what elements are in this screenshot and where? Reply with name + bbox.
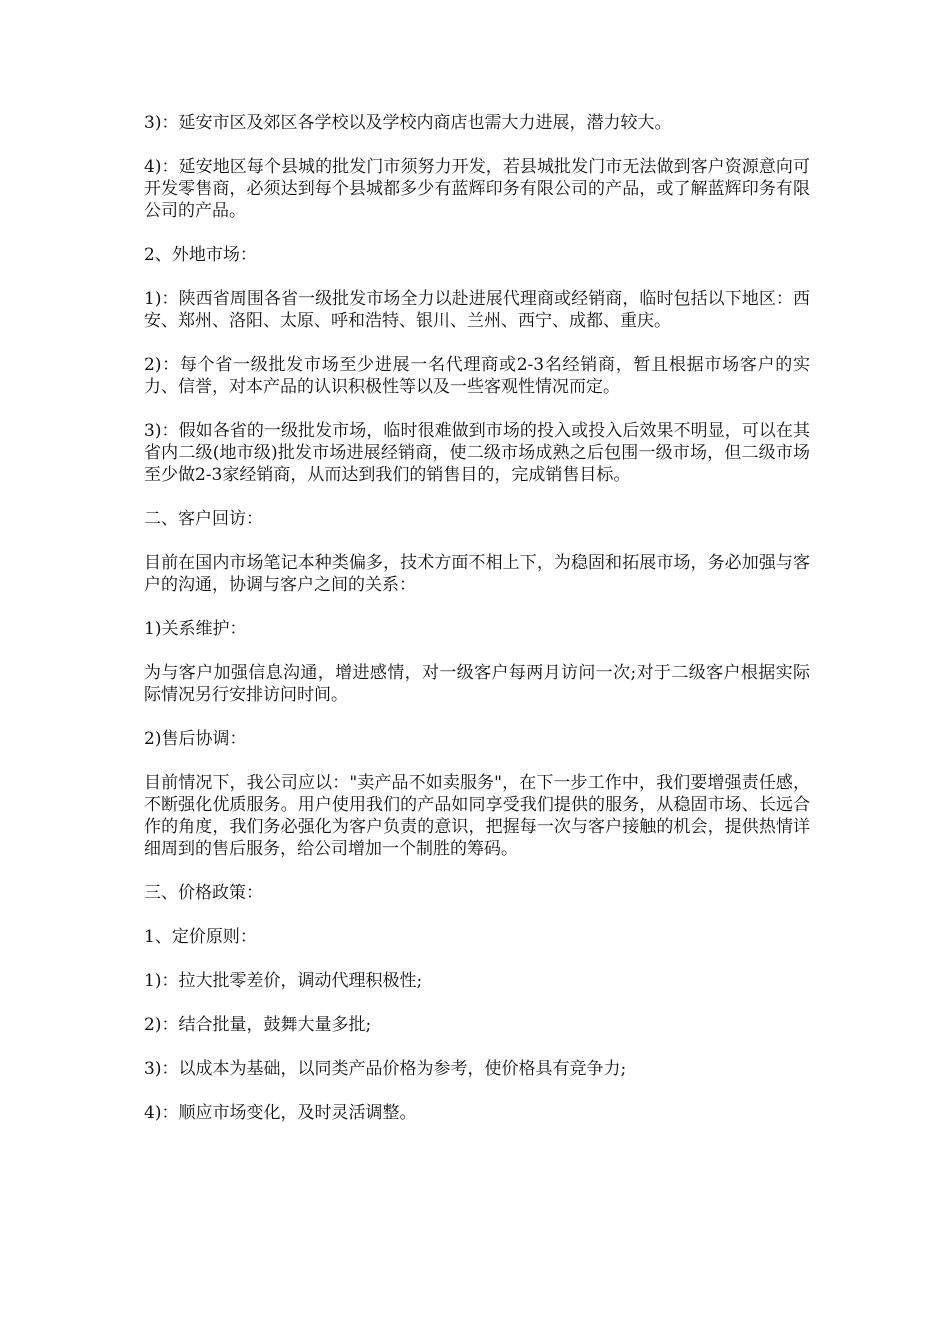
paragraph-county-wholesale: 4)：延安地区每个县城的批发门市须努力开发，若县城批发门市无法做到客户资源意向可开发零售商，必须达到每个县城都多少有蓝辉印务有限公司的产品，或了解蓝辉印务有限公司的产品。	[144, 157, 810, 221]
list-item-volume: 2)：结合批量，鼓舞大量多批;	[144, 1015, 372, 1035]
heading-price-policy: 三、价格政策：	[144, 883, 263, 903]
list-item-price-gap: 1)：拉大批零差价，调动代理积极性;	[144, 971, 423, 991]
paragraph-schools-extension: 3)：延安市区及郊区各学校以及学校内商店也需大力进展，潜力较大。	[144, 113, 672, 133]
heading-after-sales: 2)售后协调：	[144, 729, 247, 749]
paragraph-market-intro: 目前在国内市场笔记本种类偏多，技术方面不相上下，为稳固和拓展市场，务必加强与客户的沟通，协调与客户之间的关系：	[144, 553, 810, 595]
document-page	[144, 112, 810, 1146]
list-item-market-adjustment: 4)：顺应市场变化，及时灵活调整。	[144, 1103, 417, 1123]
heading-relationship-maintenance: 1)关系维护：	[144, 619, 247, 639]
heading-pricing-principles: 1、定价原则：	[144, 927, 257, 947]
paragraph-service-philosophy: 目前情况下，我公司应以："卖产品不如卖服务"，在下一步工作中，我们要增强责任感，不断强化优质服务。用户使用我们的产品如同享受我们提供的服务，从稳固市场、长远合作的角度，我们务必强化为客户负责的意识，把握每一次与客户接触的机会，提供热情详细周到的售后服务，给公司增加一个制胜的筹码。	[144, 773, 810, 859]
paragraph-secondary-markets: 3)：假如各省的一级批发市场，临时很难做到市场的投入或投入后效果不明显，可以在其省内二级(地市级)批发市场进展经销商，使二级市场成熟之后包围一级市场，但二级市场至少做2-3家经销商，从而达到我们的销售目的，完成销售目标。	[144, 421, 810, 485]
heading-customer-visits: 二、客户回访：	[144, 509, 263, 529]
paragraph-visit-schedule: 为与客户加强信息沟通，增进感情，对一级客户每两月访问一次;对于二级客户根据实际际情况另行安排访问时间。	[144, 663, 810, 705]
paragraph-agent-count: 2)：每个省一级批发市场至少进展一名代理商或2-3名经销商，暂且根据市场客户的实力、信誉，对本产品的认识积极性等以及一些客观性情况而定。	[144, 355, 810, 397]
heading-external-market: 2、外地市场：	[144, 245, 257, 265]
list-item-cost-basis: 3)：以成本为基础，以同类产品价格为参考，使价格具有竞争力;	[144, 1059, 627, 1079]
paragraph-provincial-wholesale: 1)：陕西省周围各省一级批发市场全力以赴进展代理商或经销商，临时包括以下地区：西安、郑州、洛阳、太原、呼和浩特、银川、兰州、西宁、成都、重庆。	[144, 289, 810, 331]
